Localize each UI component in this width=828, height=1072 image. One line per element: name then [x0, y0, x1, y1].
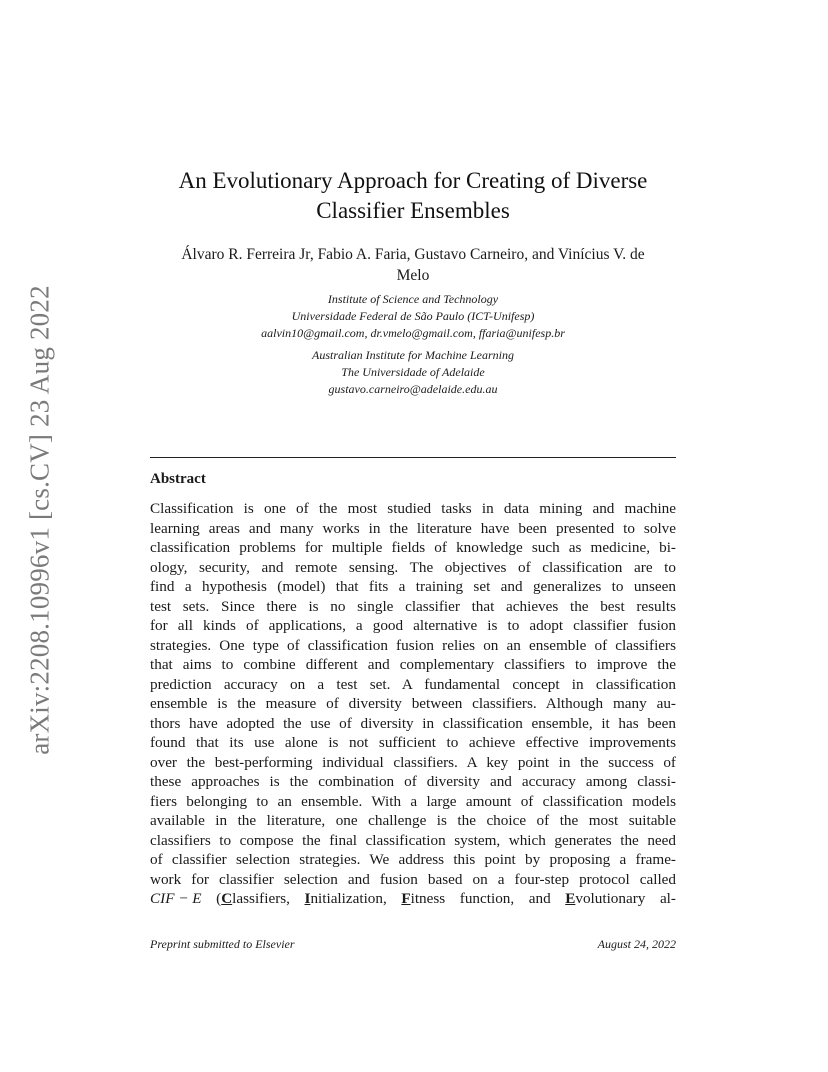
- arxiv-identifier-stamp: arXiv:2208.10996v1 [cs.CV] 23 Aug 2022: [24, 285, 55, 755]
- footer-preprint-note: Preprint submitted to Elsevier: [150, 937, 295, 951]
- cife-expansion-classifiers: [216, 889, 290, 909]
- abstract-heading: Abstract: [150, 471, 206, 487]
- abstract-line: find a hypothesis (model) that fits a training set and generalizes to unseen: [150, 578, 676, 595]
- footer-date: August 24, 2022: [597, 937, 676, 951]
- cife-word-al: al-: [659, 890, 676, 907]
- cife-word-rest: nitialization,: [310, 890, 387, 907]
- affiliation-university: Universidade Federal de São Paulo (ICT-Unifesp): [291, 309, 535, 323]
- open-paren: (: [216, 890, 222, 907]
- abstract-line: learning areas and many works in the literature have been presented to solve: [150, 519, 676, 537]
- cife-word-rest: lassifiers,: [232, 890, 290, 907]
- abstract-line: work for classifier selection and fusion based on a four-step protocol called: [150, 870, 676, 888]
- abstract-line: Classification is one of the most studied tasks in data mining and machine: [150, 500, 676, 517]
- abstract-body: [150, 499, 676, 909]
- paper-title: [150, 166, 676, 226]
- paper-title-line-2: Classifier Ensembles: [316, 198, 510, 223]
- abstract-line: strategies. One type of classification fusion relies on an ensemble of classifiers: [150, 636, 676, 654]
- affiliation-institution: Institute of Science and Technology: [327, 292, 499, 306]
- abstract-line: prediction accuracy on a test set. A fundamental concept in classification: [150, 675, 676, 693]
- cife-expansion-fitness: [401, 889, 445, 909]
- abstract-line: ensemble is the measure of diversity between classifiers. Although many au-: [150, 695, 676, 712]
- abstract-last-line: [150, 889, 676, 909]
- paper-title-line-1: An Evolutionary Approach for Creating of Diverse: [178, 168, 648, 193]
- affiliation-emails: gustavo.carneiro@adelaide.edu.au: [328, 382, 498, 396]
- abstract-line: classifiers to compose the final classification system, which generates the need: [150, 831, 676, 849]
- cife-word-function: function,: [459, 890, 515, 907]
- affiliation-university: The Universidade of Adelaide: [341, 365, 485, 379]
- abstract-line: over the best-performing individual classifiers. A key point in the success of: [150, 753, 676, 771]
- cife-letter-f: F: [401, 890, 411, 907]
- abstract-line: for all kinds of applications, a good alternative is to adopt classifier fusion: [150, 617, 676, 634]
- author-list-line-2: Melo: [396, 267, 430, 284]
- cife-math-term: CIF − E: [150, 890, 202, 907]
- abstract-line: fiers belonging to an ensemble. With a large amount of classification models: [150, 792, 676, 810]
- abstract-line: that aims to combine different and complementary classifiers to improve the: [150, 656, 676, 673]
- abstract-line: these approaches is the combination of diversity and accuracy among classi-: [150, 773, 676, 790]
- abstract-line: of classifier selection strategies. We address this point by proposing a frame-: [150, 851, 676, 868]
- cife-word-and: and: [528, 890, 551, 907]
- cife-expansion-evolutionary: [565, 889, 645, 909]
- affiliation-block-1: [150, 291, 676, 342]
- section-divider: [150, 457, 676, 458]
- cife-letter-i: I: [304, 890, 311, 907]
- cife-word-rest: volutionary: [575, 890, 646, 907]
- abstract-line: found that its use alone is not sufficient to achieve effective improvements: [150, 734, 676, 751]
- affiliation-institution: Australian Institute for Machine Learning: [312, 348, 514, 362]
- abstract-line: ology, security, and remote sensing. The objectives of classification are to: [150, 558, 676, 576]
- cife-word-rest: itness: [410, 890, 446, 907]
- affiliation-emails: aalvin10@gmail.com, dr.vmelo@gmail.com, ffaria@unifesp.br: [261, 326, 565, 340]
- abstract-line: thors have adopted the use of diversity in classification ensemble, it has been: [150, 714, 676, 732]
- abstract-line: available in the literature, one challenge is the choice of the most suitable: [150, 812, 676, 829]
- author-list-line-1: Álvaro R. Ferreira Jr, Fabio A. Faria, Gustavo Carneiro, and Vinícius V. de: [181, 246, 645, 263]
- affiliation-block-2: [150, 347, 676, 398]
- abstract-line: classification problems for multiple fields of knowledge such as medicine, bi-: [150, 539, 676, 556]
- cife-letter-c: C: [221, 890, 233, 907]
- abstract-line: test sets. Since there is no single classifier that achieves the best results: [150, 597, 676, 615]
- cife-letter-e: E: [565, 890, 576, 907]
- author-list: [150, 244, 676, 286]
- cife-expansion-initialization: [305, 889, 387, 909]
